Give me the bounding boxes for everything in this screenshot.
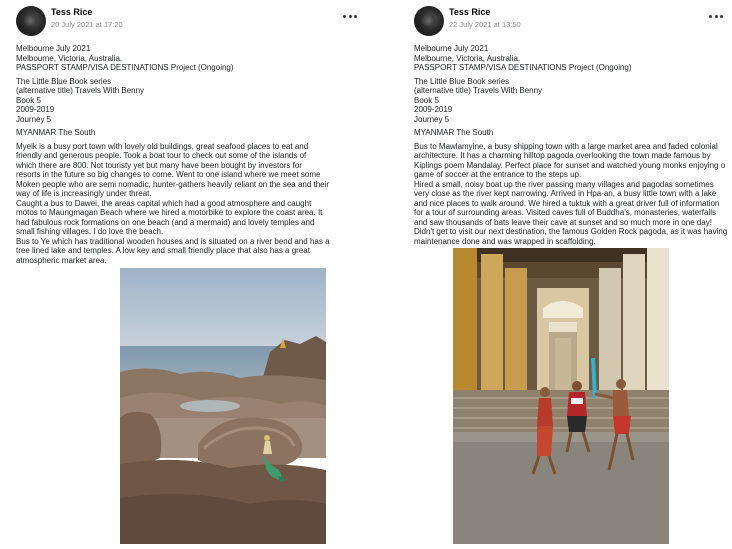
post-text-line: PASSPORT STAMP/VISA DESTINATIONS Project (Ongoing) [16,63,234,72]
post-date[interactable]: 22 July 2021 at 13:50 [449,20,521,29]
post-text-line: maintenance done and was wrapped in scaffolding. [414,236,596,246]
post-text-line: had fabulous rock formations on one beach (and a mermaid) and lovely temples and [16,217,315,227]
post-text-line: Melbourne July 2021 [414,44,489,53]
post-text-line: MYANMAR The South [414,128,494,137]
post-text [16,44,330,265]
post-text-line: Bus to Ye which has traditional wooden houses and is situated on a river bend and has a [16,236,330,246]
beach-rocks-mermaid-photo[interactable] [120,268,326,544]
post-header [414,6,732,36]
post-text-line: 2009-2019 [414,105,453,114]
post-text-line: and nice places to walk around. We hired a tuktuk with a great driver full of information [414,198,720,208]
post-text-line: Melbourne July 2021 [16,44,91,53]
post-text-line: Kiplings poem Mandalay. Perfect place for sunset and watched young monks enjoying o [414,160,726,170]
post-text-line: Book 5 [16,95,41,105]
post-text-line: atmospheric market area. [16,255,107,265]
avatar[interactable] [16,6,46,36]
post-text-line: for a tour of surrounding areas. Visited caves full of Buddha's, monasteries, waterfalls [414,208,716,217]
temple-monks-soccer-photo[interactable] [453,248,669,544]
post-text-line: and saw thousands of bats leave their cave at sunset and so much more in one day! [414,217,712,227]
post-text-line: Melbourne, Victoria, Australia. [16,53,123,63]
post-text-line: which there are 800. Not touristy yet but many have been bought by investors for [16,160,302,170]
post-text-line: motos to Maungmagan Beach where we hired a motorbike to explore the coast area. It [16,208,323,217]
post-text-line: game of soccer at the entrance to the steps up. [414,170,582,179]
post-text-line: small fishing villages. I do love the beach. [16,227,164,236]
post-text [414,44,727,246]
post-text-line: Moken people who are semi nomadic, hunter-gathers heavily reliant on the sea and their [16,179,330,189]
author-name[interactable]: Tess Rice [51,7,93,17]
post-card [398,0,732,549]
post-text-line: tree lined lake and temples. A low key and small friendly place that also has a great [16,246,310,255]
post-text-line: architecture. It has a charming hilltop pagoda overlooking the town made famous by [414,151,711,160]
post-text-line: (alternative title) Travels With Benny [414,86,543,95]
post-text-line: very close as the river kept narrowing. Arrived in Hpa-an, a busy little town with a lake [414,189,717,198]
more-options-icon[interactable] [343,12,357,20]
post-text-line: way of life is increasingly under threat. [16,189,152,198]
post-text-line: Journey 5 [16,114,52,124]
post-text-line: MYANMAR The South [16,128,96,137]
post-text-line: 2009-2019 [16,105,55,114]
post-text-line: resorts in the future so big changes to come. Went to one island where we meet some [16,170,321,179]
post-text-line: The Little Blue Book series [16,76,112,86]
author-name[interactable]: Tess Rice [449,7,491,17]
post-text-line: (alternative title) Travels With Benny [16,86,145,95]
post-text-line: Hired a small, noisy boat up the river passing many villages and pagodas sometimes [414,179,714,189]
post-date[interactable]: 20 July 2021 at 17:20 [51,20,123,29]
more-options-icon[interactable] [709,12,723,20]
post-text-line: Bus to Mawlamyine, a busy shipping town with a large market area and faded colonial [414,141,718,151]
post-text-line: Book 5 [414,95,439,105]
post-text-line: Didn't get to visit our next destination, the famous Golden Rock pagoda, as it was having [414,227,728,236]
post-text-line: Melbourne, Victoria, Australia. [414,53,521,63]
post-text-line: Journey 5 [414,114,450,124]
post-text-line: PASSPORT STAMP/VISA DESTINATIONS Project (Ongoing) [414,63,632,72]
post-text-line: Caught a bus to Dawei, the areas capital which had a good atmosphere and caught [16,198,312,208]
post-text-line: friendly and generous people. Took a boat tour to check out some of the islands of [16,151,307,160]
avatar[interactable] [414,6,444,36]
post-text-line: Myeik is a busy port town with lovely old buildings, great seafood places to eat and [16,141,309,151]
post-header [16,6,366,36]
post-text-line: The Little Blue Book series [414,76,510,86]
